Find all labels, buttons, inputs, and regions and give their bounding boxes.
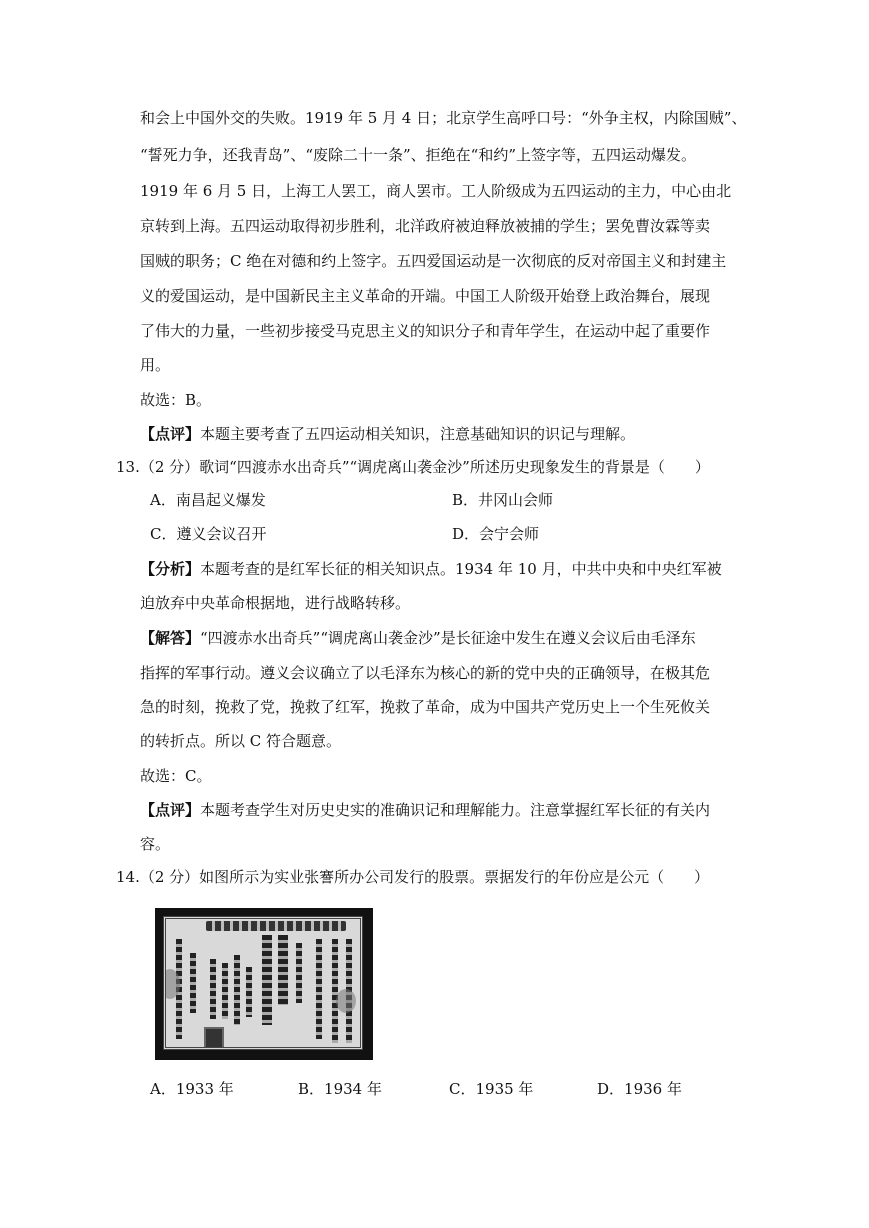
paragraph-line: 和会上中国外交的失败。1919 年 5 月 4 日；北京学生高呼口号：“外争主权，内除国贼”、 [140,109,747,127]
q13-option-a[interactable]: A．南昌起义爆发 [150,491,266,509]
q14-option-b[interactable]: B．1934 年 [298,1080,382,1098]
q13-choice: 故选：C。 [140,767,212,785]
stock-certificate-image [155,908,373,1060]
analysis-tag: 【分析】 [140,560,201,578]
q14-option-c[interactable]: C．1935 年 [449,1080,534,1098]
answer-text: “四渡赤水出奇兵”“调虎离山袭金沙”是长征途中发生在遵义会议后由毛泽东 [200,629,696,647]
q13-analysis [140,559,722,581]
review-tag: 【点评】 [140,425,201,443]
q13-answer [140,628,696,650]
paragraph-line: 用。 [140,356,171,374]
q13-stem: 13.（2 分）歌词“四渡赤水出奇兵”“调虎离山袭金沙”所述历史现象发生的背景是（ ） [116,458,710,476]
review-tag: 【点评】 [140,801,201,819]
answer-tag: 【解答】 [140,629,201,647]
review-text: 本题考查学生对历史史实的准确识记和理解能力。注意掌握红军长征的有关内 [200,801,711,819]
q13-option-c[interactable]: C．遵义会议召开 [150,525,267,543]
q13-answer-cont: 急的时刻，挽救了党，挽救了红军，挽救了革命，成为中国共产党历史上一个生死攸关 [140,698,711,716]
q14-option-d[interactable]: D．1936 年 [597,1080,682,1098]
q14-stem: 14.（2 分）如图所示为实业张謇所办公司发行的股票。票据发行的年份应是公元（ ） [116,868,710,886]
paragraph-line: “誓死力争，还我青岛”、“废除二十一条”、拒绝在“和约”上签字等，五四运动爆发。 [140,146,697,164]
q13-answer-cont: 指挥的军事行动。遵义会议确立了以毛泽东为核心的新的党中央的正确领导，在极其危 [140,664,711,682]
q14-option-a[interactable]: A．1933 年 [150,1080,234,1098]
paragraph-line: 义的爱国运动，是中国新民主主义革命的开端。中国工人阶级开始登上政治舞台，展现 [140,287,711,305]
q13-review [140,800,710,822]
q12-choice: 故选：B。 [140,391,212,409]
paragraph-line: 了伟大的力量，一些初步接受马克思主义的知识分子和青年学生，在运动中起了重要作 [140,322,711,340]
paragraph-line: 1919 年 6 月 5 日，上海工人罢工，商人罢市。工人阶级成为五四运动的主力，中心由北 [140,182,732,200]
paragraph-line: 京转到上海。五四运动取得初步胜利，北洋政府被迫释放被捕的学生；罢免曹汝霖等卖 [140,217,711,235]
q12-review [140,424,635,446]
paragraph-line: 国贼的职务；C 绝在对德和约上签字。五四爱国运动是一次彻底的反对帝国主义和封建主 [140,252,727,270]
q13-option-b[interactable]: B．井冈山会师 [452,491,554,509]
q13-answer-cont: 的转折点。所以 C 符合题意。 [140,732,342,750]
analysis-text: 本题考查的是红军长征的相关知识点。1934 年 10 月，中共中央和中央红军被 [200,560,722,578]
q13-review-cont: 容。 [140,835,171,853]
q13-option-d[interactable]: D．会宁会师 [452,525,540,543]
q13-analysis-cont: 迫放弃中央革命根据地，进行战略转移。 [140,594,411,612]
review-text: 本题主要考查了五四运动相关知识，注意基础知识的识记与理解。 [200,425,636,443]
